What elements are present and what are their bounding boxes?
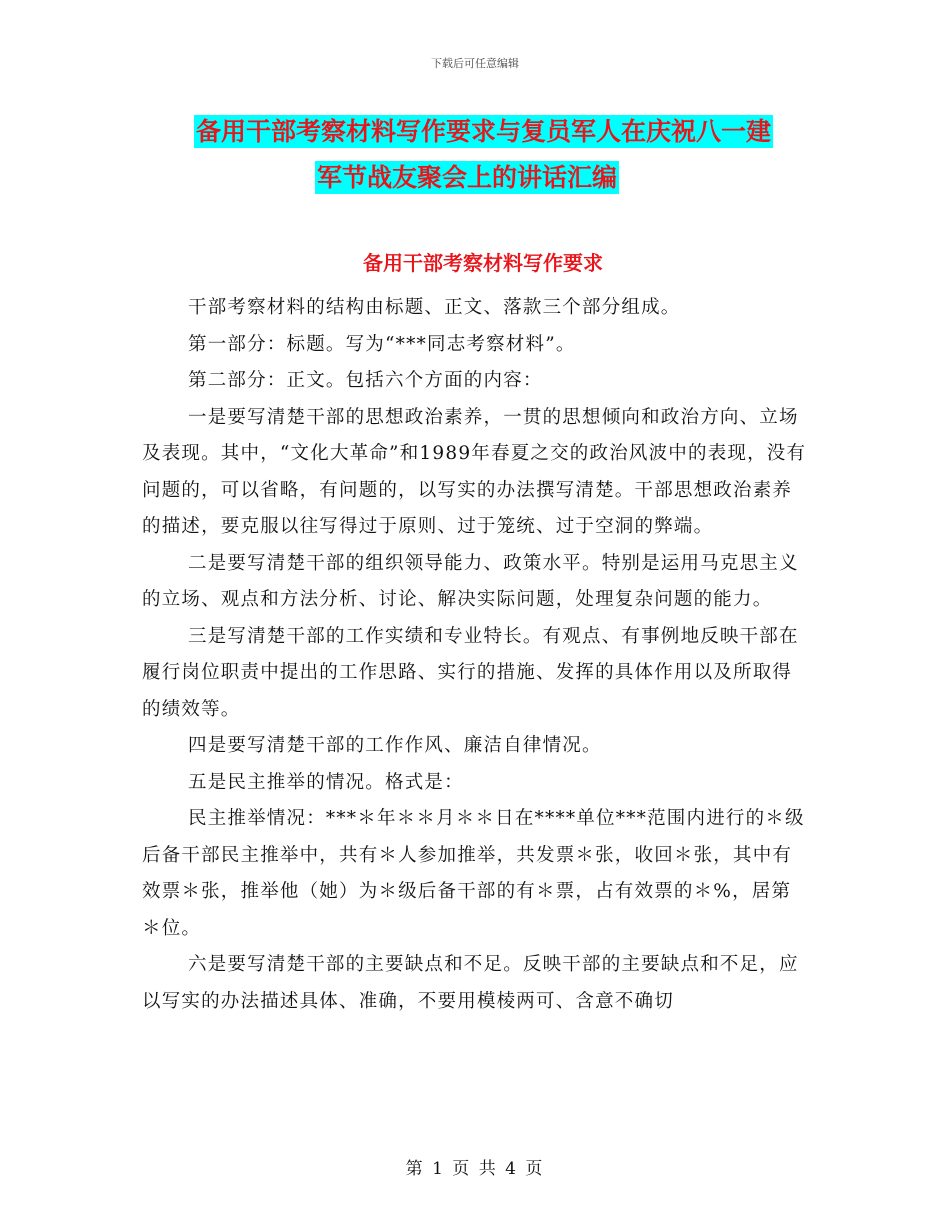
page-footer: 第 1 页 共 4 页 bbox=[405, 1159, 545, 1179]
document-body bbox=[142, 290, 807, 1020]
document-title-line-1 bbox=[194, 107, 814, 157]
paragraph: 第一部分：标题。写为“***同志考察材料”。 bbox=[188, 333, 576, 355]
paragraph: 六是要写清楚干部的主要缺点和不足。反映干部的主要缺点和不足，应以写实的办法描述具体、准确，不要用模棱两可、含意不确切 bbox=[142, 954, 799, 1012]
paragraph: 民主推举情况：***＊年＊＊月＊＊日在****单位***范围内进行的＊级后备干部民主推举中，共有＊人参加推举，共发票＊张，收回＊张，其中有效票＊张，推举他（她）为＊级后备干部的有＊票，占有效票的＊%，居第＊位。 bbox=[142, 808, 805, 939]
document-title-line-2 bbox=[315, 153, 935, 203]
paragraph: 一是要写清楚干部的思想政治素养，一贯的思想倾向和政治方向、立场及表现。其中，“文化大革命”和1989年春夏之交的政治风波中的表现，没有问题的，可以省略，有问题的，以写实的办法撰写清楚。干部思想政治素养的描述，要克服以往写得过于原则、过于笼统、过于空洞的弊端。 bbox=[142, 406, 807, 537]
section-title: 备用干部考察材料写作要求 bbox=[363, 251, 603, 275]
paragraph: 干部考察材料的结构由标题、正文、落款三个部分组成。 bbox=[188, 297, 681, 318]
paragraph: 第二部分：正文。包括六个方面的内容： bbox=[188, 370, 543, 391]
paragraph: 四是要写清楚干部的工作作风、廉洁自律情况。 bbox=[188, 735, 602, 756]
title-highlight-2: 军节战友聚会上的讲话汇编 bbox=[317, 163, 618, 192]
paragraph: 五是民主推举的情况。格式是： bbox=[188, 771, 464, 793]
paragraph: 二是要写清楚干部的组织领导能力、政策水平。特别是运用马克思主义的立场、观点和方法分析、讨论、解决实际问题，处理复杂问题的能力。 bbox=[142, 552, 799, 610]
header-note: 下载后可任意编辑 bbox=[431, 57, 519, 70]
title-highlight-1: 备用干部考察材料写作要求与复员军人在庆祝八一建 bbox=[196, 117, 772, 146]
paragraph: 三是写清楚干部的工作实绩和专业特长。有观点、有事例地反映干部在履行岗位职责中提出的工作思路、实行的措施、发挥的具体作用以及所取得的绩效等。 bbox=[142, 625, 799, 720]
